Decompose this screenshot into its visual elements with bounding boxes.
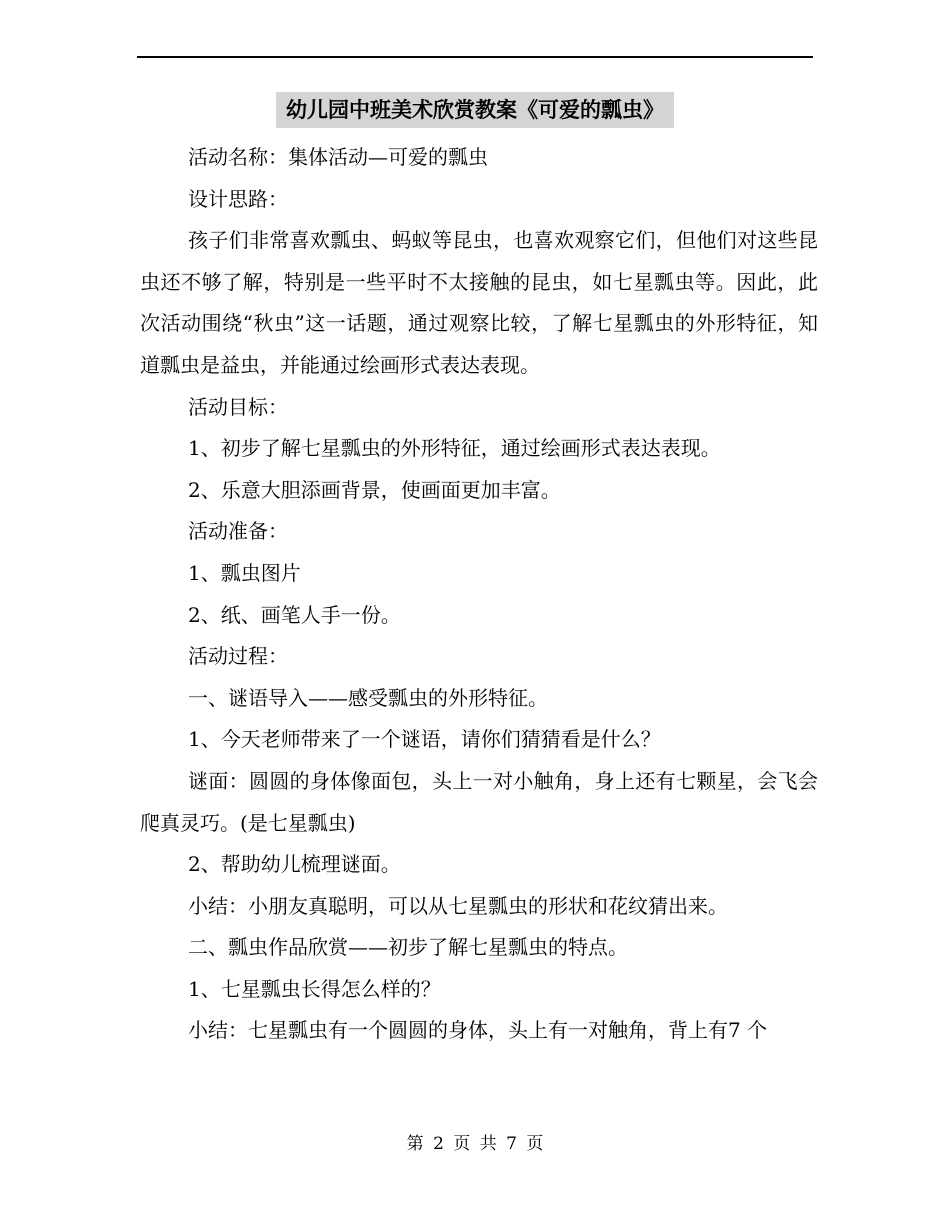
paragraph: 活动过程：	[188, 644, 288, 669]
paragraph: 1、瓢虫图片	[188, 560, 301, 585]
paragraph: 二、瓢虫作品欣赏——初步了解七星瓢虫的特点。	[188, 935, 628, 960]
page-number-footer: 第 2 页 共 7 页	[406, 1134, 544, 1154]
paragraph: 2、帮助幼儿梳理谜面。	[188, 852, 401, 877]
paragraph: 小结：七星瓢虫有一个圆圆的身体，头上有一对触角，背上有7 个	[188, 1018, 768, 1043]
paragraph: 一、谜语导入——感受瓢虫的外形特征。	[188, 685, 548, 710]
paragraph: 1、七星瓢虫长得怎么样的？	[188, 976, 441, 1001]
paragraph: 小结：小朋友真聪明，可以从七星瓢虫的形状和花纹猜出来。	[188, 893, 728, 918]
paragraph: 活动目标：	[188, 394, 288, 419]
paragraph: 设计思路：	[188, 186, 288, 211]
paragraph: 1、初步了解七星瓢虫的外形特征，通过绘画形式表达表现。	[188, 436, 721, 461]
paragraph: 孩子们非常喜欢瓢虫、蚂蚁等昆虫，也喜欢观察它们，但他们对这些昆虫还不够了解，特别是一些平时不太接触的昆虫，如七星瓢虫等。因此，此次活动围绕“秋虫”这一话题，通过观察比较，了解七星瓢虫的外形特征，知道瓢虫是益虫，并能通过绘画形式表达表现。	[140, 228, 818, 377]
paragraph: 谜面：圆圆的身体像面包，头上一对小触角，身上还有七颗星，会飞会爬真灵巧。(是七星瓢虫)	[140, 768, 818, 835]
paragraph: 2、纸、画笔人手一份。	[188, 602, 401, 627]
paragraph: 活动名称：集体活动—可爱的瓢虫	[188, 145, 488, 169]
paragraph: 活动准备：	[188, 519, 288, 544]
paragraph: 1、今天老师带来了一个谜语，请你们猜猜看是什么？	[188, 727, 661, 752]
header-rule	[137, 56, 813, 58]
document-body	[140, 137, 818, 1052]
title-container	[0, 92, 950, 128]
document-title: 幼儿园中班美术欣赏教案《可爱的瓢虫》	[276, 92, 674, 128]
paragraph: 2、乐意大胆添画背景，使画面更加丰富。	[188, 477, 561, 502]
